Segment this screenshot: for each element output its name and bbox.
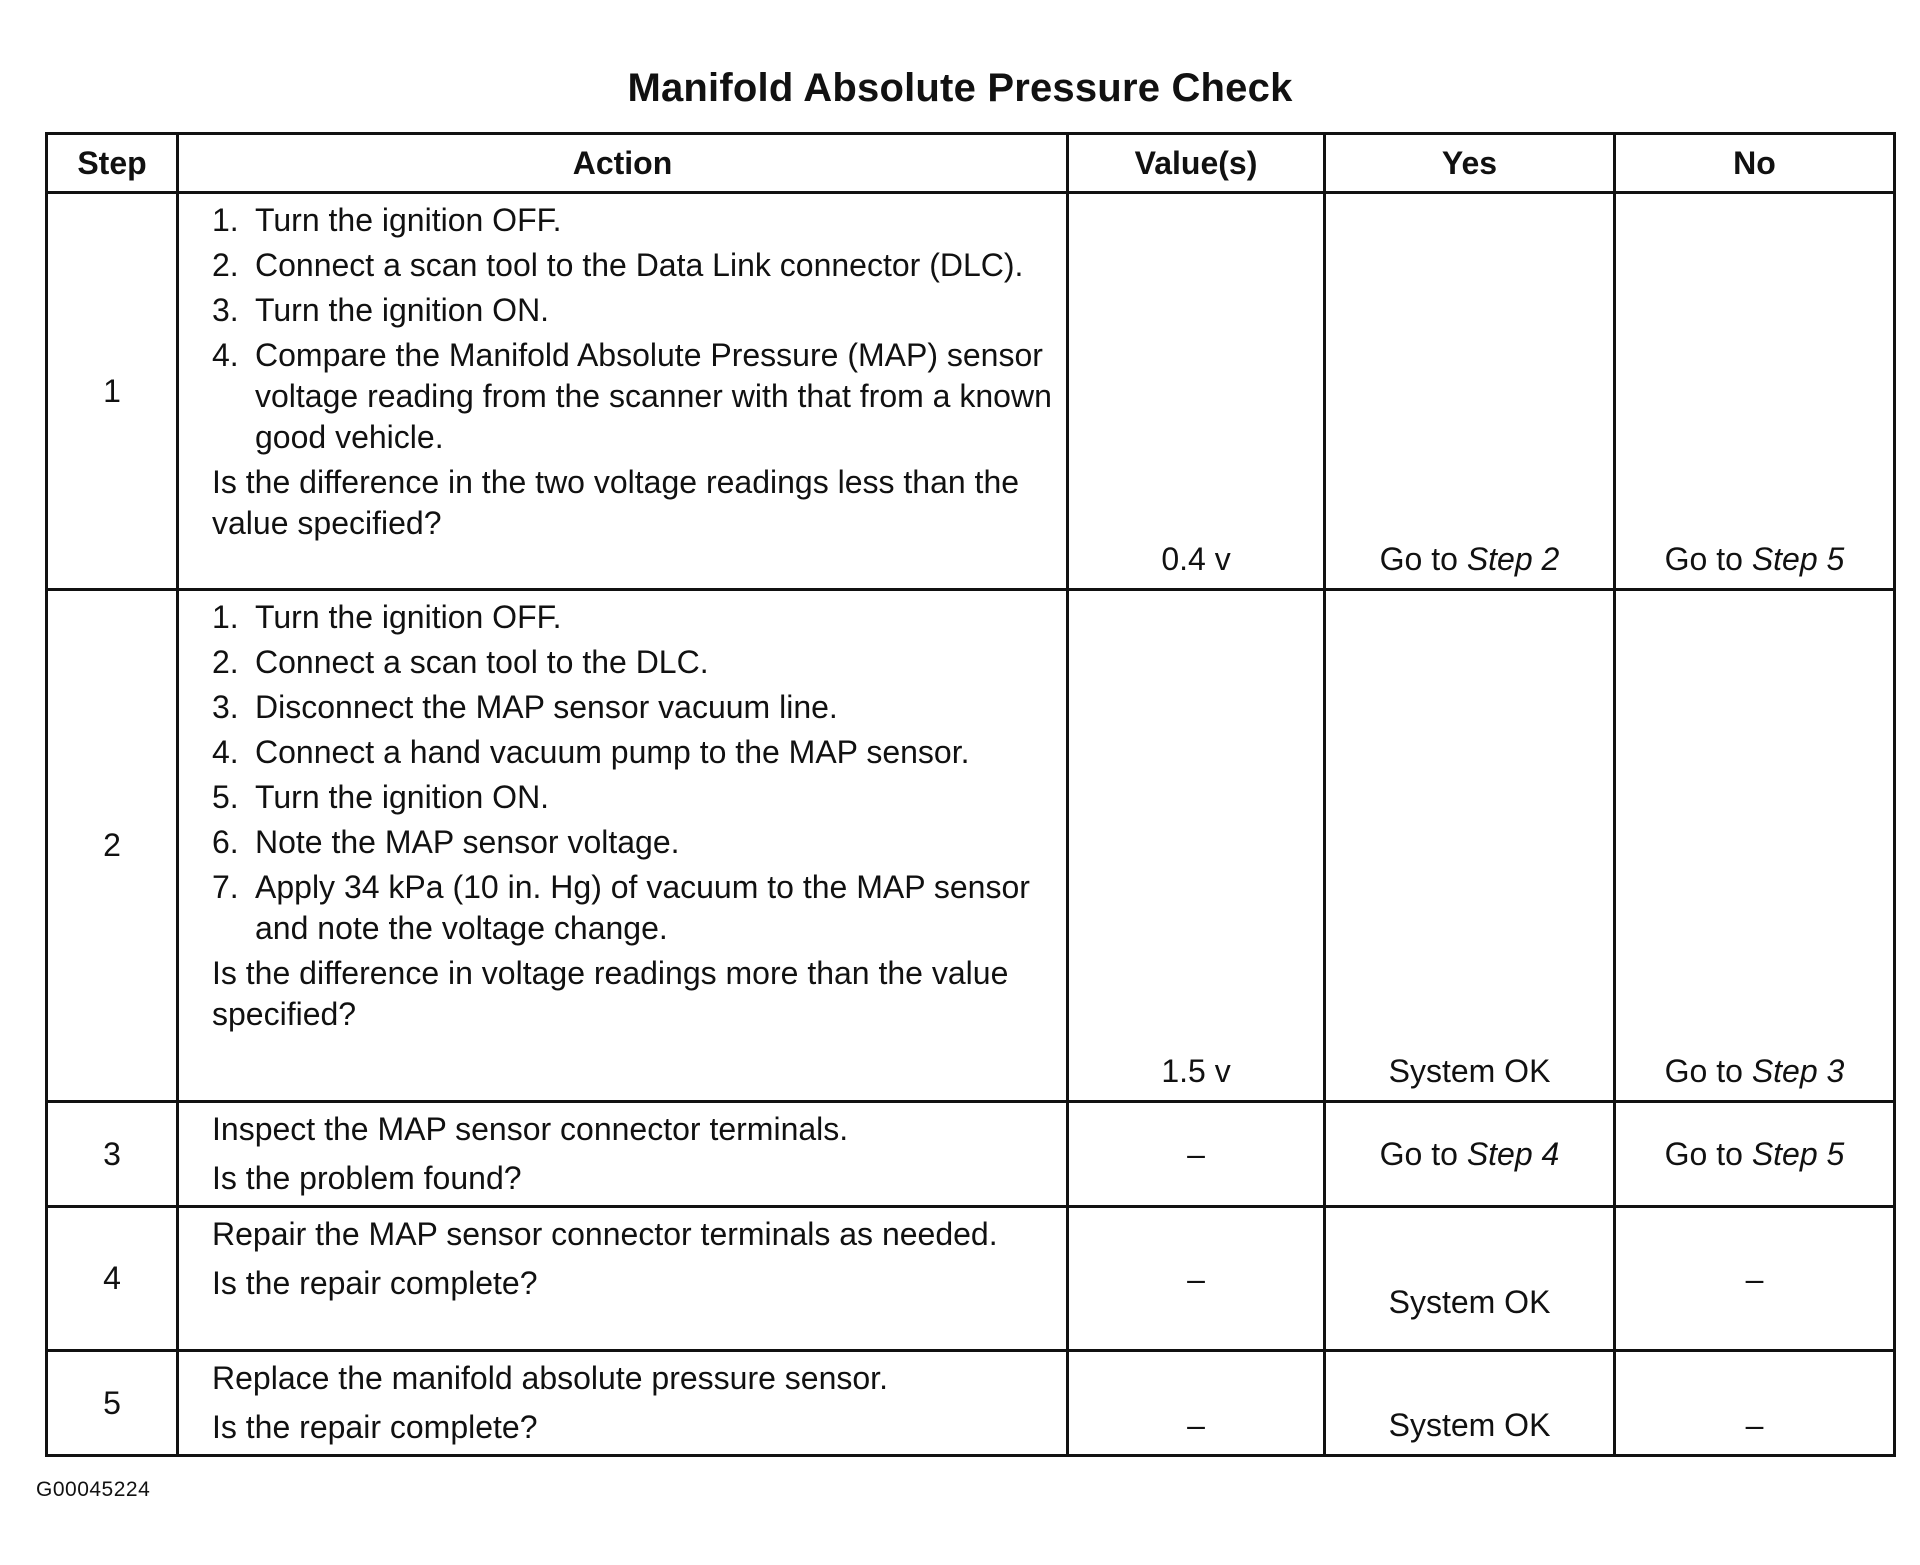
action-cell xyxy=(178,1102,1068,1207)
no-cell: Go to Step 5 xyxy=(1615,1102,1895,1207)
list-item: 7. Apply 34 kPa (10 in. Hg) of vacuum to the MAP sensor and note the voltage change. xyxy=(212,869,1030,946)
action-text: Inspect the MAP sensor connector terminals. xyxy=(212,1111,849,1147)
step-reference: Step 5 xyxy=(1751,541,1845,577)
step-number: 4 xyxy=(47,1207,178,1351)
action-cell xyxy=(178,1351,1068,1456)
header-step: Step xyxy=(47,134,178,193)
no-cell: Go to Step 5 xyxy=(1615,193,1895,590)
yes-cell: Go to Step 2 xyxy=(1325,193,1615,590)
yes-cell: System OK xyxy=(1325,590,1615,1102)
list-item: 2. Connect a scan tool to the Data Link connector (DLC). xyxy=(212,247,1024,283)
list-item: 2. Connect a scan tool to the DLC. xyxy=(212,644,709,680)
action-cell xyxy=(178,590,1068,1102)
yes-cell: System OK xyxy=(1325,1351,1615,1456)
action-question: Is the difference in the two voltage readings less than the value specified? xyxy=(212,464,1020,541)
header-values: Value(s) xyxy=(1068,134,1325,193)
yes-cell: Go to Step 4 xyxy=(1325,1102,1615,1207)
step-reference: Step 4 xyxy=(1466,1136,1560,1172)
action-question: Is the problem found? xyxy=(212,1160,522,1196)
step-number: 2 xyxy=(47,590,178,1102)
list-item: 3. Turn the ignition ON. xyxy=(212,292,550,328)
list-item: 4. Compare the Manifold Absolute Pressure (MAP) sensor voltage reading from the scanner with that from a known good vehicle. xyxy=(212,337,1052,455)
step-reference: Step 2 xyxy=(1466,541,1560,577)
value-cell: 0.4 v xyxy=(1068,193,1325,590)
list-item: 6. Note the MAP sensor voltage. xyxy=(212,824,680,860)
list-item: 4. Connect a hand vacuum pump to the MAP sensor. xyxy=(212,734,970,770)
step-number: 5 xyxy=(47,1351,178,1456)
value-cell: 1.5 v xyxy=(1068,590,1325,1102)
action-cell xyxy=(178,1207,1068,1351)
action-text: Replace the manifold absolute pressure sensor. xyxy=(212,1360,888,1396)
action-question: Is the repair complete? xyxy=(212,1265,538,1301)
list-item: 1. Turn the ignition OFF. xyxy=(212,599,562,635)
table-row xyxy=(47,1102,1895,1207)
value-cell: – xyxy=(1068,1207,1325,1351)
list-item: 3. Disconnect the MAP sensor vacuum line. xyxy=(212,689,838,725)
step-reference: Step 3 xyxy=(1751,1053,1845,1089)
diagnostic-table xyxy=(45,132,1896,1457)
header-no: No xyxy=(1615,134,1895,193)
value-cell: – xyxy=(1068,1102,1325,1207)
no-cell: – xyxy=(1615,1351,1895,1456)
table-row xyxy=(47,1351,1895,1456)
step-number: 3 xyxy=(47,1102,178,1207)
table-row xyxy=(47,193,1895,590)
yes-cell: System OK xyxy=(1325,1207,1615,1351)
step-reference: Step 5 xyxy=(1751,1136,1845,1172)
list-item: 1. Turn the ignition OFF. xyxy=(212,202,562,238)
action-cell xyxy=(178,193,1068,590)
page-title: Manifold Absolute Pressure Check xyxy=(627,66,1293,110)
table-header-row xyxy=(47,134,1895,193)
action-question: Is the repair complete? xyxy=(212,1409,538,1445)
action-question: Is the difference in voltage readings more than the value specified? xyxy=(212,955,1009,1032)
figure-code: G00045224 xyxy=(36,1478,151,1501)
value-cell: – xyxy=(1068,1351,1325,1456)
header-yes: Yes xyxy=(1325,134,1615,193)
step-number: 1 xyxy=(47,193,178,590)
no-cell: – xyxy=(1615,1207,1895,1351)
table-row xyxy=(47,590,1895,1102)
action-steps-list xyxy=(212,200,1052,458)
action-steps-list xyxy=(212,597,1052,949)
table-row xyxy=(47,1207,1895,1351)
header-action: Action xyxy=(178,134,1068,193)
no-cell: Go to Step 3 xyxy=(1615,590,1895,1102)
list-item: 5. Turn the ignition ON. xyxy=(212,779,550,815)
action-text: Repair the MAP sensor connector terminals as needed. xyxy=(212,1216,998,1252)
